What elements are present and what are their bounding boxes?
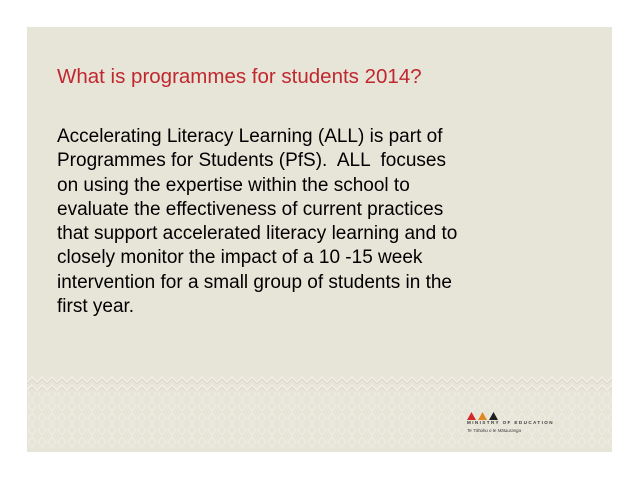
triangles-icon <box>467 412 507 420</box>
body-line: Programmes for Students (PfS). ALL focuses <box>57 150 446 172</box>
body-line: that support accelerated literacy learning and to <box>57 223 458 245</box>
body-line: closely monitor the impact of a 10 -15 week <box>57 247 423 269</box>
slide <box>27 27 612 452</box>
ministry-logo-subtitle: Te Tāhuhu o te Mātauranga <box>467 428 522 433</box>
ministry-logo-wordmark: MINISTRY OF EDUCATION <box>467 420 554 425</box>
body-line: intervention for a small group of students in the <box>57 271 453 293</box>
slide-title: What is programmes for students 2014? <box>57 65 422 88</box>
body-line: Accelerating Literacy Learning (ALL) is part of <box>57 126 443 147</box>
body-line: evaluate the effectiveness of current practices <box>57 198 444 220</box>
slide-body-text <box>57 125 597 319</box>
ministry-logo <box>467 412 577 448</box>
body-line: on using the expertise within the school to <box>57 174 410 196</box>
body-line: first year. <box>57 296 135 318</box>
